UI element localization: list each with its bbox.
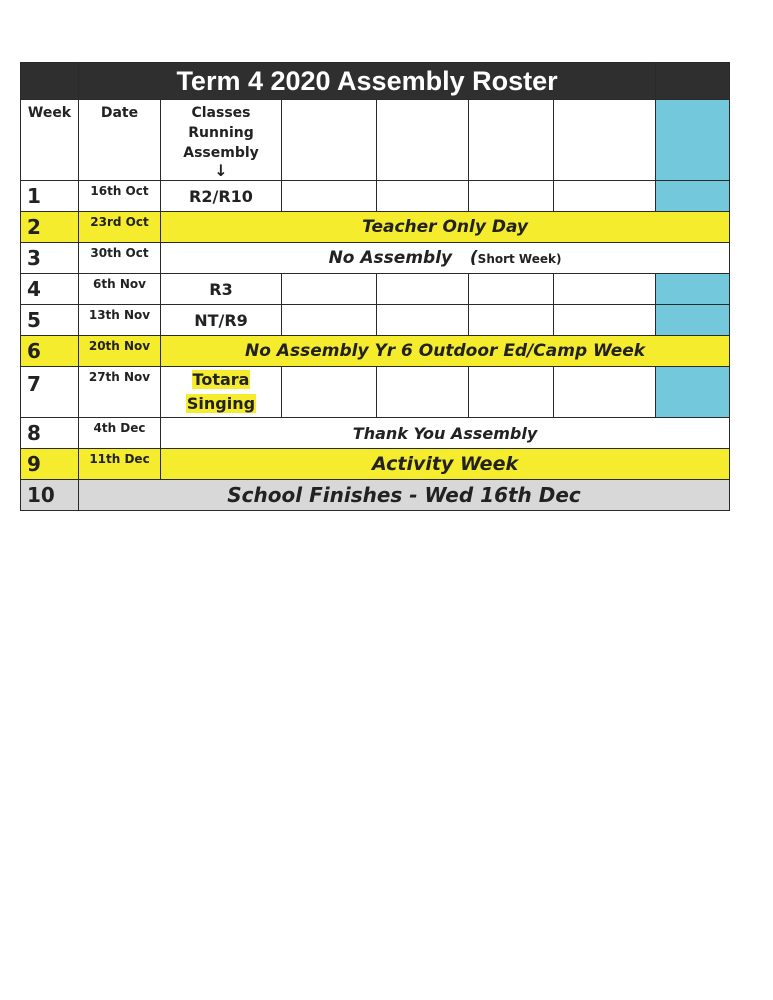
- table-row: 1 16th Oct R2/R10: [21, 181, 730, 212]
- classes-header: Classes Running Assembly ↓: [161, 100, 282, 181]
- week-header: Week: [21, 100, 79, 181]
- column-header-row: [21, 100, 730, 181]
- blue-cell: [656, 100, 730, 181]
- row-note: Activity Week: [161, 449, 730, 480]
- date-header: Date: [79, 100, 161, 181]
- assembly-roster-table: [20, 62, 730, 511]
- blue-cell: [656, 181, 730, 212]
- table-row: 2 23rd Oct Teacher Only Day: [21, 212, 730, 243]
- blue-cell: [656, 305, 730, 336]
- row-note: No Assembly (Short Week): [161, 243, 730, 274]
- table-row: 9 11th Dec Activity Week: [21, 449, 730, 480]
- title-row: [21, 63, 730, 100]
- table-row: 7 27th Nov Totara Singing: [21, 367, 730, 418]
- row-note: School Finishes - Wed 16th Dec: [79, 480, 730, 511]
- table-row: 10 School Finishes - Wed 16th Dec: [21, 480, 730, 511]
- table-row: 6 20th Nov No Assembly Yr 6 Outdoor Ed/Camp Week: [21, 336, 730, 367]
- table-row: 4 6th Nov R3: [21, 274, 730, 305]
- blue-cell: [656, 274, 730, 305]
- row-note: Thank You Assembly: [161, 418, 730, 449]
- blue-cell: [656, 367, 730, 418]
- roster-title: Term 4 2020 Assembly Roster: [79, 63, 656, 100]
- row-note: Teacher Only Day: [161, 212, 730, 243]
- row-note: No Assembly Yr 6 Outdoor Ed/Camp Week: [161, 336, 730, 367]
- table-row: 3 30th Oct No Assembly (Short Week): [21, 243, 730, 274]
- down-arrow-icon: ↓: [214, 161, 228, 180]
- table-row: 8 4th Dec Thank You Assembly: [21, 418, 730, 449]
- table-row: 5 13th Nov NT/R9: [21, 305, 730, 336]
